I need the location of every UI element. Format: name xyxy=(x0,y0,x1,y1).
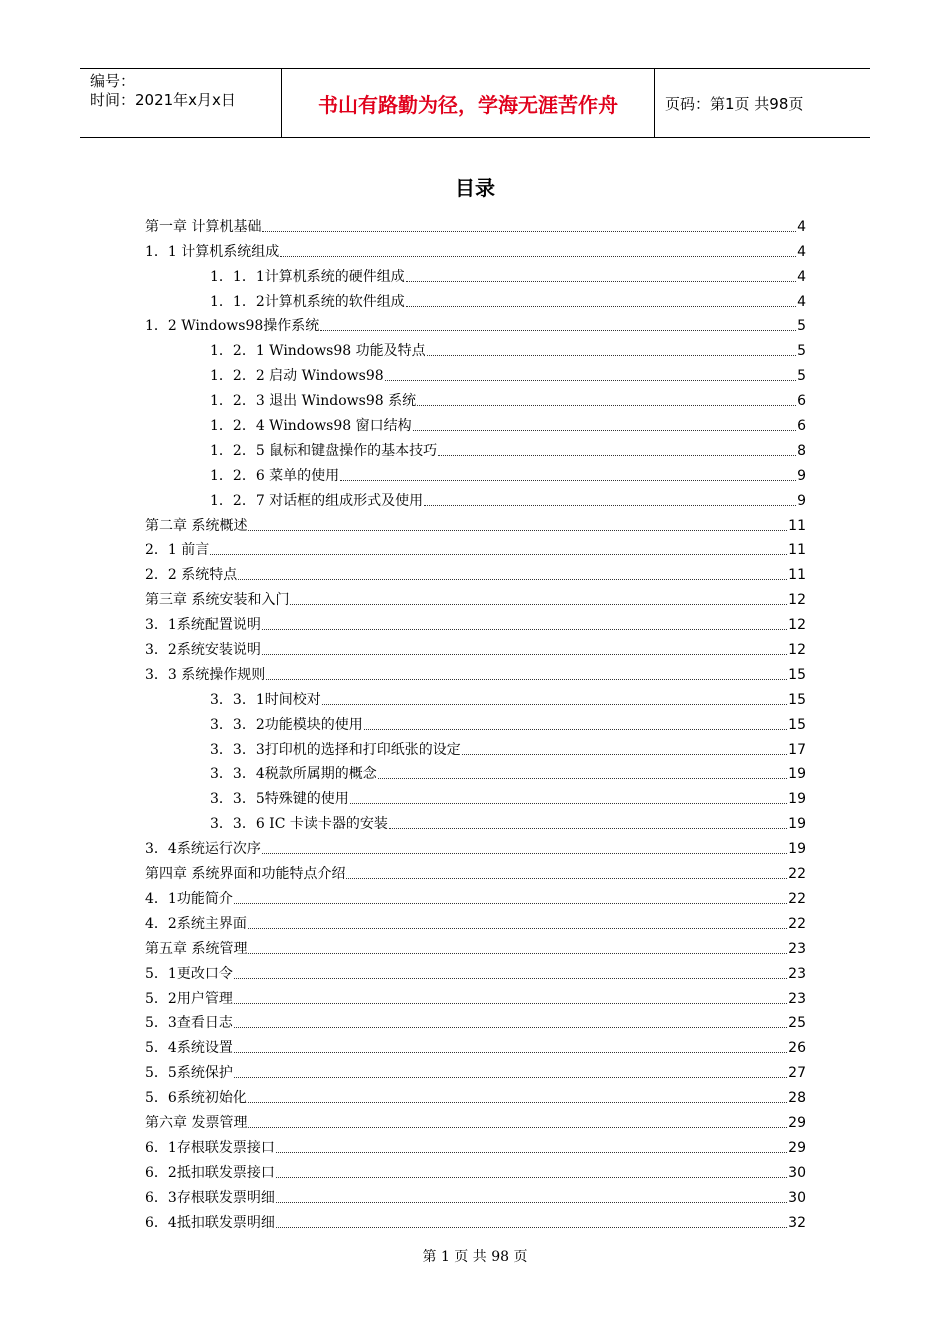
header-meta xyxy=(80,69,282,137)
page-header xyxy=(80,68,870,138)
toc-leader-dots xyxy=(378,777,787,779)
document-date: 时间：2021年x月x日 xyxy=(90,91,236,109)
toc-entry-page: 19 xyxy=(788,841,806,858)
toc-entry[interactable] xyxy=(145,882,806,907)
toc-entry[interactable] xyxy=(145,310,806,335)
toc-entry-page: 22 xyxy=(788,915,806,932)
toc-entry-label: 第六章 发票管理 xyxy=(145,1114,248,1131)
toc-leader-dots xyxy=(276,1226,787,1228)
toc-entry-label: 5．4系统设置 xyxy=(145,1040,233,1057)
toc-entry[interactable] xyxy=(145,857,806,882)
toc-entry[interactable] xyxy=(145,583,806,608)
toc-entry[interactable] xyxy=(145,1031,806,1056)
toc-entry-label: 3．2系统安装说明 xyxy=(145,642,261,659)
toc-entry-page: 27 xyxy=(788,1065,806,1082)
toc-leader-dots xyxy=(406,280,796,282)
toc-entry-label: 1．2 Windows98操作系统 xyxy=(145,318,320,335)
toc-leader-dots xyxy=(238,578,787,580)
toc-entry-page: 6 xyxy=(797,393,806,410)
toc-entry-label: 1．2．2 启动 Windows98 xyxy=(210,368,384,385)
toc-leader-dots xyxy=(350,802,787,804)
toc-entry-label: 3．1系统配置说明 xyxy=(145,617,261,634)
toc-entry-page: 4 xyxy=(797,268,806,285)
toc-entry-page: 11 xyxy=(788,517,806,534)
toc-entry-page: 28 xyxy=(788,1090,806,1107)
toc-leader-dots xyxy=(438,454,796,456)
toc-entry-page: 23 xyxy=(788,965,806,982)
toc-entry-label: 6．2抵扣联发票接口 xyxy=(145,1164,275,1181)
toc-entry[interactable] xyxy=(145,459,806,484)
toc-entry-label: 1．2．3 退出 Windows98 系统 xyxy=(210,393,417,410)
toc-entry[interactable] xyxy=(145,260,806,285)
toc-leader-dots xyxy=(248,927,787,929)
toc-entry[interactable] xyxy=(145,285,806,310)
toc-entry-page: 11 xyxy=(788,542,806,559)
toc-entry[interactable] xyxy=(145,708,806,733)
toc-entry[interactable] xyxy=(145,434,806,459)
toc-entry-page: 22 xyxy=(788,866,806,883)
toc-leader-dots xyxy=(262,653,787,655)
toc-entry[interactable] xyxy=(145,334,806,359)
toc-leader-dots xyxy=(290,603,787,605)
toc-entry-label: 3．3．6 IC 卡读卡器的安装 xyxy=(210,816,388,833)
toc-entry[interactable] xyxy=(145,1156,806,1181)
toc-leader-dots xyxy=(262,230,796,232)
toc-entry-label: 1．1 计算机系统组成 xyxy=(145,243,280,260)
toc-leader-dots xyxy=(389,827,787,829)
toc-entry[interactable] xyxy=(145,683,806,708)
toc-entry-label: 5．1更改口令 xyxy=(145,965,233,982)
toc-entry-label: 3．3 系统操作规则 xyxy=(145,666,266,683)
toc-entry[interactable] xyxy=(145,633,806,658)
toc-leader-dots xyxy=(340,479,796,481)
toc-entry-page: 12 xyxy=(788,642,806,659)
toc-entry[interactable] xyxy=(145,982,806,1007)
toc-entry[interactable] xyxy=(145,957,806,982)
toc-leader-dots xyxy=(385,379,796,381)
toc-entry[interactable] xyxy=(145,608,806,633)
table-of-contents xyxy=(145,210,806,1231)
toc-entry-label: 5．6系统初始化 xyxy=(145,1090,247,1107)
toc-leader-dots xyxy=(248,1126,787,1128)
toc-entry[interactable] xyxy=(145,484,806,509)
toc-entry[interactable] xyxy=(145,907,806,932)
toc-leader-dots xyxy=(364,728,787,730)
toc-entry-label: 3．4系统运行次序 xyxy=(145,841,261,858)
toc-leader-dots xyxy=(424,504,796,506)
toc-leader-dots xyxy=(417,404,796,406)
toc-leader-dots xyxy=(234,1002,787,1004)
toc-entry-label: 1．2．7 对话框的组成形式及使用 xyxy=(210,492,424,509)
toc-leader-dots xyxy=(234,1051,787,1053)
toc-leader-dots xyxy=(248,1101,787,1103)
toc-entry-label: 1．2．5 鼠标和键盘操作的基本技巧 xyxy=(210,442,438,459)
header-page-info: 页码：第1页 共98页 xyxy=(665,94,804,113)
toc-leader-dots xyxy=(346,877,787,879)
toc-entry-page: 29 xyxy=(788,1139,806,1156)
toc-entry[interactable] xyxy=(145,1181,806,1206)
toc-leader-dots xyxy=(276,1151,787,1153)
toc-entry-label: 3．3．1时间校对 xyxy=(210,691,321,708)
toc-leader-dots xyxy=(462,753,787,755)
toc-entry-label: 4．1功能简介 xyxy=(145,890,233,907)
toc-leader-dots xyxy=(248,529,787,531)
toc-entry-page: 25 xyxy=(788,1015,806,1032)
document-number-label: 编号： xyxy=(90,72,136,90)
toc-entry-page: 23 xyxy=(788,990,806,1007)
toc-entry-page: 15 xyxy=(788,691,806,708)
toc-leader-dots xyxy=(262,628,787,630)
toc-entry-label: 1．2．6 菜单的使用 xyxy=(210,467,340,484)
toc-entry-label: 3．3．4税款所属期的概念 xyxy=(210,766,377,783)
toc-entry[interactable] xyxy=(145,782,806,807)
toc-entry-page: 8 xyxy=(797,442,806,459)
toc-entry-page: 32 xyxy=(788,1214,806,1231)
toc-leader-dots xyxy=(427,354,796,356)
toc-entry-page: 5 xyxy=(797,318,806,335)
toc-leader-dots xyxy=(234,1026,787,1028)
toc-entry-page: 11 xyxy=(788,567,806,584)
toc-leader-dots xyxy=(280,255,796,257)
toc-entry-page: 22 xyxy=(788,890,806,907)
toc-entry[interactable] xyxy=(145,509,806,534)
toc-leader-dots xyxy=(210,553,787,555)
toc-entry-page: 17 xyxy=(788,741,806,758)
toc-leader-dots xyxy=(322,703,787,705)
toc-entry-page: 12 xyxy=(788,617,806,634)
toc-entry[interactable] xyxy=(145,409,806,434)
toc-entry-label: 5．5系统保护 xyxy=(145,1065,233,1082)
toc-entry[interactable] xyxy=(145,932,806,957)
toc-title: 目录 xyxy=(455,176,495,200)
toc-entry-page: 15 xyxy=(788,716,806,733)
toc-entry-label: 6．1存根联发票接口 xyxy=(145,1139,275,1156)
toc-entry[interactable] xyxy=(145,658,806,683)
toc-entry-label: 3．3．5特殊键的使用 xyxy=(210,791,349,808)
toc-entry-label: 6．4抵扣联发票明细 xyxy=(145,1214,275,1231)
toc-entry[interactable] xyxy=(145,758,806,783)
toc-entry-label: 2．1 前言 xyxy=(145,542,210,559)
toc-entry[interactable] xyxy=(145,359,806,384)
toc-entry-page: 19 xyxy=(788,816,806,833)
toc-entry-label: 4．2系统主界面 xyxy=(145,915,247,932)
toc-entry-label: 第五章 系统管理 xyxy=(145,940,248,957)
toc-entry[interactable] xyxy=(145,832,806,857)
toc-leader-dots xyxy=(266,678,787,680)
toc-entry-page: 9 xyxy=(797,467,806,484)
toc-leader-dots xyxy=(248,952,787,954)
toc-entry[interactable] xyxy=(145,558,806,583)
toc-entry-label: 第一章 计算机基础 xyxy=(145,218,262,235)
toc-entry-page: 30 xyxy=(788,1164,806,1181)
toc-entry-page: 6 xyxy=(797,418,806,435)
toc-entry-page: 5 xyxy=(797,343,806,360)
toc-entry-page: 4 xyxy=(797,293,806,310)
toc-entry-label: 1．1．2计算机系统的软件组成 xyxy=(210,293,405,310)
toc-entry-page: 19 xyxy=(788,766,806,783)
toc-leader-dots xyxy=(413,429,796,431)
toc-entry-page: 19 xyxy=(788,791,806,808)
toc-entry[interactable] xyxy=(145,235,806,260)
toc-entry[interactable] xyxy=(145,1106,806,1131)
toc-entry-label: 1．1．1计算机系统的硬件组成 xyxy=(210,268,405,285)
toc-entry-label: 6．3存根联发票明细 xyxy=(145,1189,275,1206)
toc-leader-dots xyxy=(276,1201,787,1203)
toc-leader-dots xyxy=(262,852,787,854)
toc-entry[interactable] xyxy=(145,1131,806,1156)
toc-entry-page: 29 xyxy=(788,1114,806,1131)
toc-entry-label: 3．3．3打印机的选择和打印纸张的设定 xyxy=(210,741,461,758)
toc-entry-page: 26 xyxy=(788,1040,806,1057)
toc-leader-dots xyxy=(276,1176,787,1178)
toc-leader-dots xyxy=(320,329,796,331)
header-motto: 书山有路勤为径，学海无涯苦作舟 xyxy=(282,69,655,137)
toc-entry-label: 1．2．1 Windows98 功能及特点 xyxy=(210,343,426,360)
toc-entry[interactable] xyxy=(145,384,806,409)
toc-leader-dots xyxy=(234,1076,787,1078)
page-footer: 第 1 页 共 98 页 xyxy=(422,1249,528,1265)
toc-entry[interactable] xyxy=(145,1206,806,1231)
toc-entry[interactable] xyxy=(145,1007,806,1032)
toc-entry-page: 23 xyxy=(788,940,806,957)
toc-entry[interactable] xyxy=(145,1056,806,1081)
toc-entry-label: 第三章 系统安装和入门 xyxy=(145,592,290,609)
toc-entry[interactable] xyxy=(145,733,806,758)
toc-entry-label: 第二章 系统概述 xyxy=(145,517,248,534)
toc-entry[interactable] xyxy=(145,534,806,559)
toc-entry-page: 30 xyxy=(788,1189,806,1206)
toc-entry-page: 15 xyxy=(788,666,806,683)
toc-entry-page: 12 xyxy=(788,592,806,609)
toc-entry-page: 5 xyxy=(797,368,806,385)
toc-entry-page: 9 xyxy=(797,492,806,509)
toc-entry-label: 5．2用户管理 xyxy=(145,990,233,1007)
toc-entry-label: 第四章 系统界面和功能特点介绍 xyxy=(145,866,346,883)
toc-entry[interactable] xyxy=(145,1081,806,1106)
toc-entry-label: 2．2 系统特点 xyxy=(145,567,238,584)
toc-entry[interactable] xyxy=(145,807,806,832)
toc-entry-page: 4 xyxy=(797,243,806,260)
toc-leader-dots xyxy=(234,902,787,904)
toc-leader-dots xyxy=(234,977,787,979)
toc-entry-label: 5．3查看日志 xyxy=(145,1015,233,1032)
toc-entry-page: 4 xyxy=(797,218,806,235)
toc-entry-label: 3．3．2功能模块的使用 xyxy=(210,716,363,733)
toc-leader-dots xyxy=(406,305,796,307)
toc-entry[interactable] xyxy=(145,210,806,235)
toc-entry-label: 1．2．4 Windows98 窗口结构 xyxy=(210,418,412,435)
